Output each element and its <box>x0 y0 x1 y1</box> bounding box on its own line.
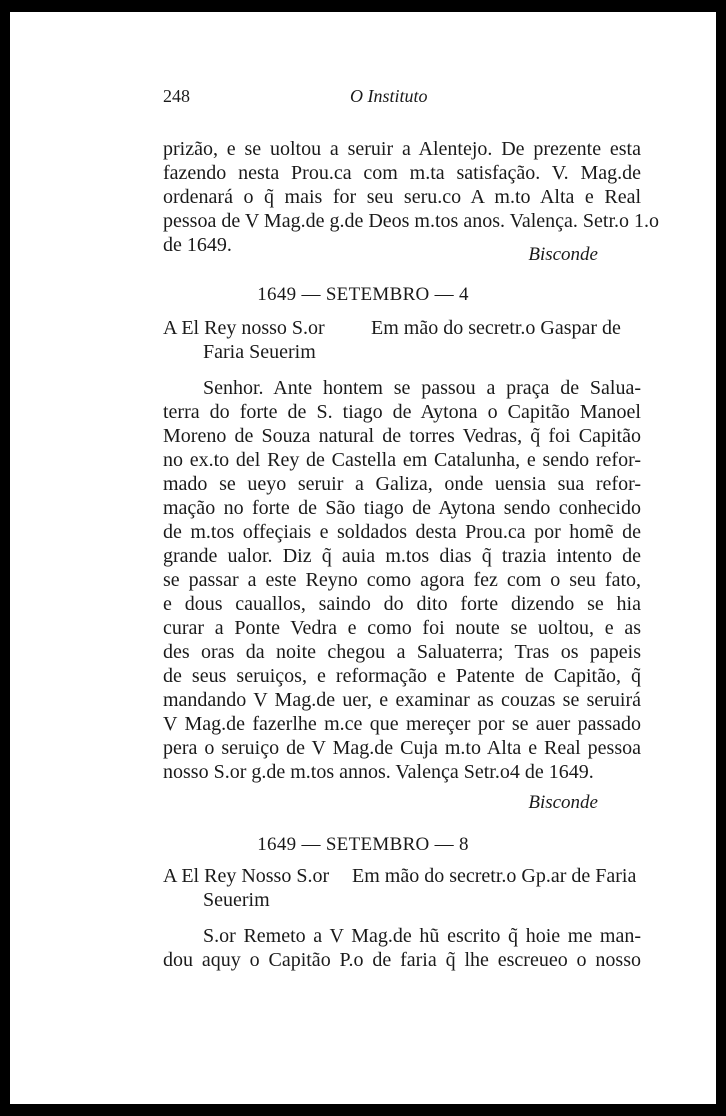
page-number: 248 <box>163 86 190 106</box>
text-line: mação no forte de São tiago de Aytona sendo conhecido <box>163 497 641 519</box>
book-page <box>10 12 716 1104</box>
date-heading: 1649 — SETEMBRO — 4 <box>257 284 469 305</box>
text-line: curar a Ponte Vedra e como foi noute se uoltou, e as <box>163 617 641 639</box>
text-line: pera o seruiço de V Mag.de Cuja m.to Alta e Real pessoa <box>163 737 641 759</box>
text-line: nosso S.or g.de m.tos annos. Valença Setr.o4 de 1649. <box>163 761 594 783</box>
text-line: prizão, e se uoltou a seruir a Alentejo. De prezente esta <box>163 138 641 160</box>
text-line: e dous cauallos, saindo do dito forte dizendo se hia <box>163 593 641 615</box>
text-line: S.or Remeto a V Mag.de hũ escrito q̃ hoie me man- <box>203 925 641 947</box>
delivery-note-continued: Faria Seuerim <box>203 341 316 363</box>
text-line: pessoa de V Mag.de g.de Deos m.tos anos. Valença. Setr.o 1.o <box>163 210 660 232</box>
addressee: A El Rey Nosso S.or <box>163 865 330 887</box>
text-line: fazendo nesta Prou.ca com m.ta satisfação. V. Mag.de <box>163 162 641 184</box>
addressee: A El Rey nosso S.or <box>163 317 325 339</box>
text-line: Senhor. Ante hontem se passou a praça de Salua- <box>203 377 641 399</box>
text-line: de 1649. <box>163 234 232 256</box>
text-line: dou aquy o Capitão P.o de faria q̃ lhe escreueo o nosso <box>163 949 641 971</box>
delivery-note-continued: Seuerim <box>203 889 270 911</box>
text-line: mandando V Mag.de uer, e examinar as couzas se seruirá <box>163 689 641 711</box>
text-line: no ex.to del Rey de Castella em Catalunha, e sendo refor- <box>163 449 641 471</box>
text-line: grande ualor. Diz q̃ auia m.tos dias q̃ trazia intento de <box>163 545 641 567</box>
text-line: des oras da noite chegou a Saluaterra; Tras os papeis <box>163 641 641 663</box>
text-line: terra do forte de S. tiago de Aytona o Capitão Manoel <box>163 401 641 423</box>
signature: Bisconde <box>528 244 598 265</box>
signature: Bisconde <box>528 792 598 813</box>
text-line: ordenará o q̃ mais for seu seru.co A m.to Alta e Real <box>163 186 641 208</box>
text-line: se passar a este Reyno como agora fez com o seu fato, <box>163 569 641 591</box>
text-line: de seus seruiços, e reformação e Patente de Capitão, q̃ <box>163 665 641 687</box>
date-heading: 1649 — SETEMBRO — 8 <box>257 834 469 855</box>
text-line: Moreno de Souza natural de torres Vedras, q̃ foi Capitão <box>163 425 641 447</box>
delivery-note: Em mão do secretr.o Gp.ar de Faria <box>352 865 637 887</box>
text-line: V Mag.de fazerlhe m.ce que mereçer por se auer passado <box>163 713 641 735</box>
running-title: O Instituto <box>350 86 428 106</box>
text-line: de m.tos offeçiais e soldados desta Prou.ca por homẽ de <box>163 521 641 543</box>
delivery-note: Em mão do secretr.o Gaspar de <box>371 317 621 339</box>
text-line: mado se ueyo seruir a Galiza, onde uensia sua refor- <box>163 473 641 495</box>
